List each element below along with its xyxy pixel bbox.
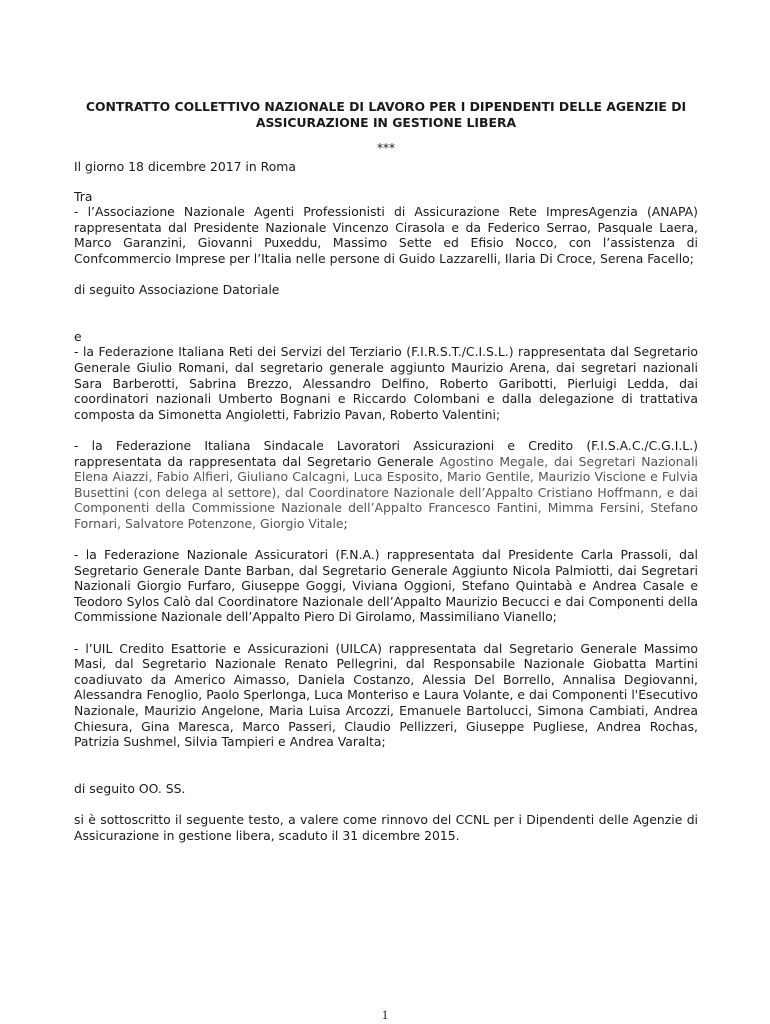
uilca-paragraph: - l’UIL Credito Esattorie e Assicurazioni (UILCA) rappresentata dal Segretario Generale Massimo Masi, dal Segretario Nazionale Renato Pellegrini, dal Responsabile Nazionale Giobatta Martini coadiuvato da Americo Aimasso, Daniela Costanzo, Alessia Del Borrello, Annalisa Degiovanni, Alessandra Fenoglio, Paolo Sperlonga, Luca Monteriso e Laura Volante, e dai Componenti l'Esecutivo Nazionale, Maurizio Angelone, Maria Luisa Arcozzi, Emanuele Bartolucci, Simona Cambiati, Andrea Chiesura, Gina Maresca, Marco Passeri, Claudio Pellizzeri, Giuseppe Pugliese, Andrea Rochas, Patrizia Sushmel, Silvia Tampieri e Andrea Varalta; (74, 640, 698, 750)
tra-label: Tra (74, 188, 93, 204)
fna-paragraph: - la Federazione Nazionale Assicuratori (F.N.A.) rappresentata dal Presidente Carla Prassoli, dal Segretario Generale Dante Barban, dal Segretario Generale Aggiunto Nicola Palmiotti, dai Segretari Nazionali Giorgio Furfaro, Giuseppe Goggi, Viviana Oggioni, Stefano Quintabà e Andrea Casale e Teodoro Sylos Calò dal Coordinatore Nazionale dell’Appalto Maurizio Becucci e dai Componenti della Commissione Nazionale dell’Appalto Piero Di Girolamo, Massimiliano Vianello; (74, 547, 698, 625)
fisac-text-end: ; (343, 515, 348, 531)
separator: *** (377, 141, 395, 155)
closing-paragraph: si è sottoscritto il seguente testo, a valere come rinnovo del CCNL per i Dipendenti delle Agenzie di Assicurazione in gestione libera, scaduto il 31 dicembre 2015. (74, 811, 698, 843)
date-line: Il giorno 18 dicembre 2017 in Roma (74, 159, 296, 174)
fisac-paragraph (74, 438, 698, 532)
oo-ss-line: di seguito OO. SS. (74, 780, 186, 796)
first-cisl-paragraph: - la Federazione Italiana Reti dei Servizi del Terziario (F.I.R.S.T./C.I.S.L.) rappresentata dal Segretario Generale Giulio Romani, dal segretario generale aggiunto Maurizio Arena, dai segretari nazionali Sara Barberotti, Sabrina Brezzo, Alessandro Delfino, Roberto Garibotti, Pierluigi Ledda, dai coordinatori nazionali Umberto Bognani e Riccardo Colombani e dalla delegazione di trattativa composta da Simonetta Angioletti, Fabrizio Pavan, Roberto Valentini; (74, 344, 698, 422)
anapa-paragraph: - l’Associazione Nazionale Agenti Professionisti di Assicurazione Rete ImpresAgenzia (ANAPA) rappresentata dal Presidente Nazionale Vincenzo Cirasola e da Federico Serrao, Pasquale Laera, Marco Garanzini, Giovanni Puxeddu, Massimo Sette ed Efisio Nocco, con l’assistenza di Confcommercio Imprese per l’Italia nelle persone di Guido Lazzarelli, Ilaria Di Croce, Serena Facello; (74, 204, 698, 266)
fisac-text-part1: - la Federazione Italiana Sindacale Lavoratori Assicurazioni e Credito (F.I.S.A.C./C.G.I.L.) rappresentata da rappresentata dal Segretario Generale (74, 437, 698, 469)
page-number: 1 (381, 1007, 389, 1022)
fisac-text-part2: Agostino Megale, dai Segretari Nazionali Elena Aiazzi, Fabio Alfieri, Giuliano Calcagni, Luca Esposito, Mario Gentile, Maurizio Viscione e Fulvia Busettini (con delega al settore), dal Coordinatore Nazionale dell’Appalto Cristiano Hoffmann, e dai Componenti della Commissione Nazionale dell’Appalto Francesco Fantini, Mimma Fersini, Stefano Fornari, Salvatore Potenzone, Giorgio Vitale (74, 453, 698, 531)
document-title: CONTRATTO COLLETTIVO NAZIONALE DI LAVORO PER I DIPENDENTI DELLE AGENZIE DI ASSICURAZIONE IN GESTIONE LIBERA (85, 99, 687, 130)
document-body (74, 99, 698, 843)
datoriale-line: di seguito Associazione Datoriale (74, 282, 280, 298)
e-label: e (74, 328, 82, 344)
